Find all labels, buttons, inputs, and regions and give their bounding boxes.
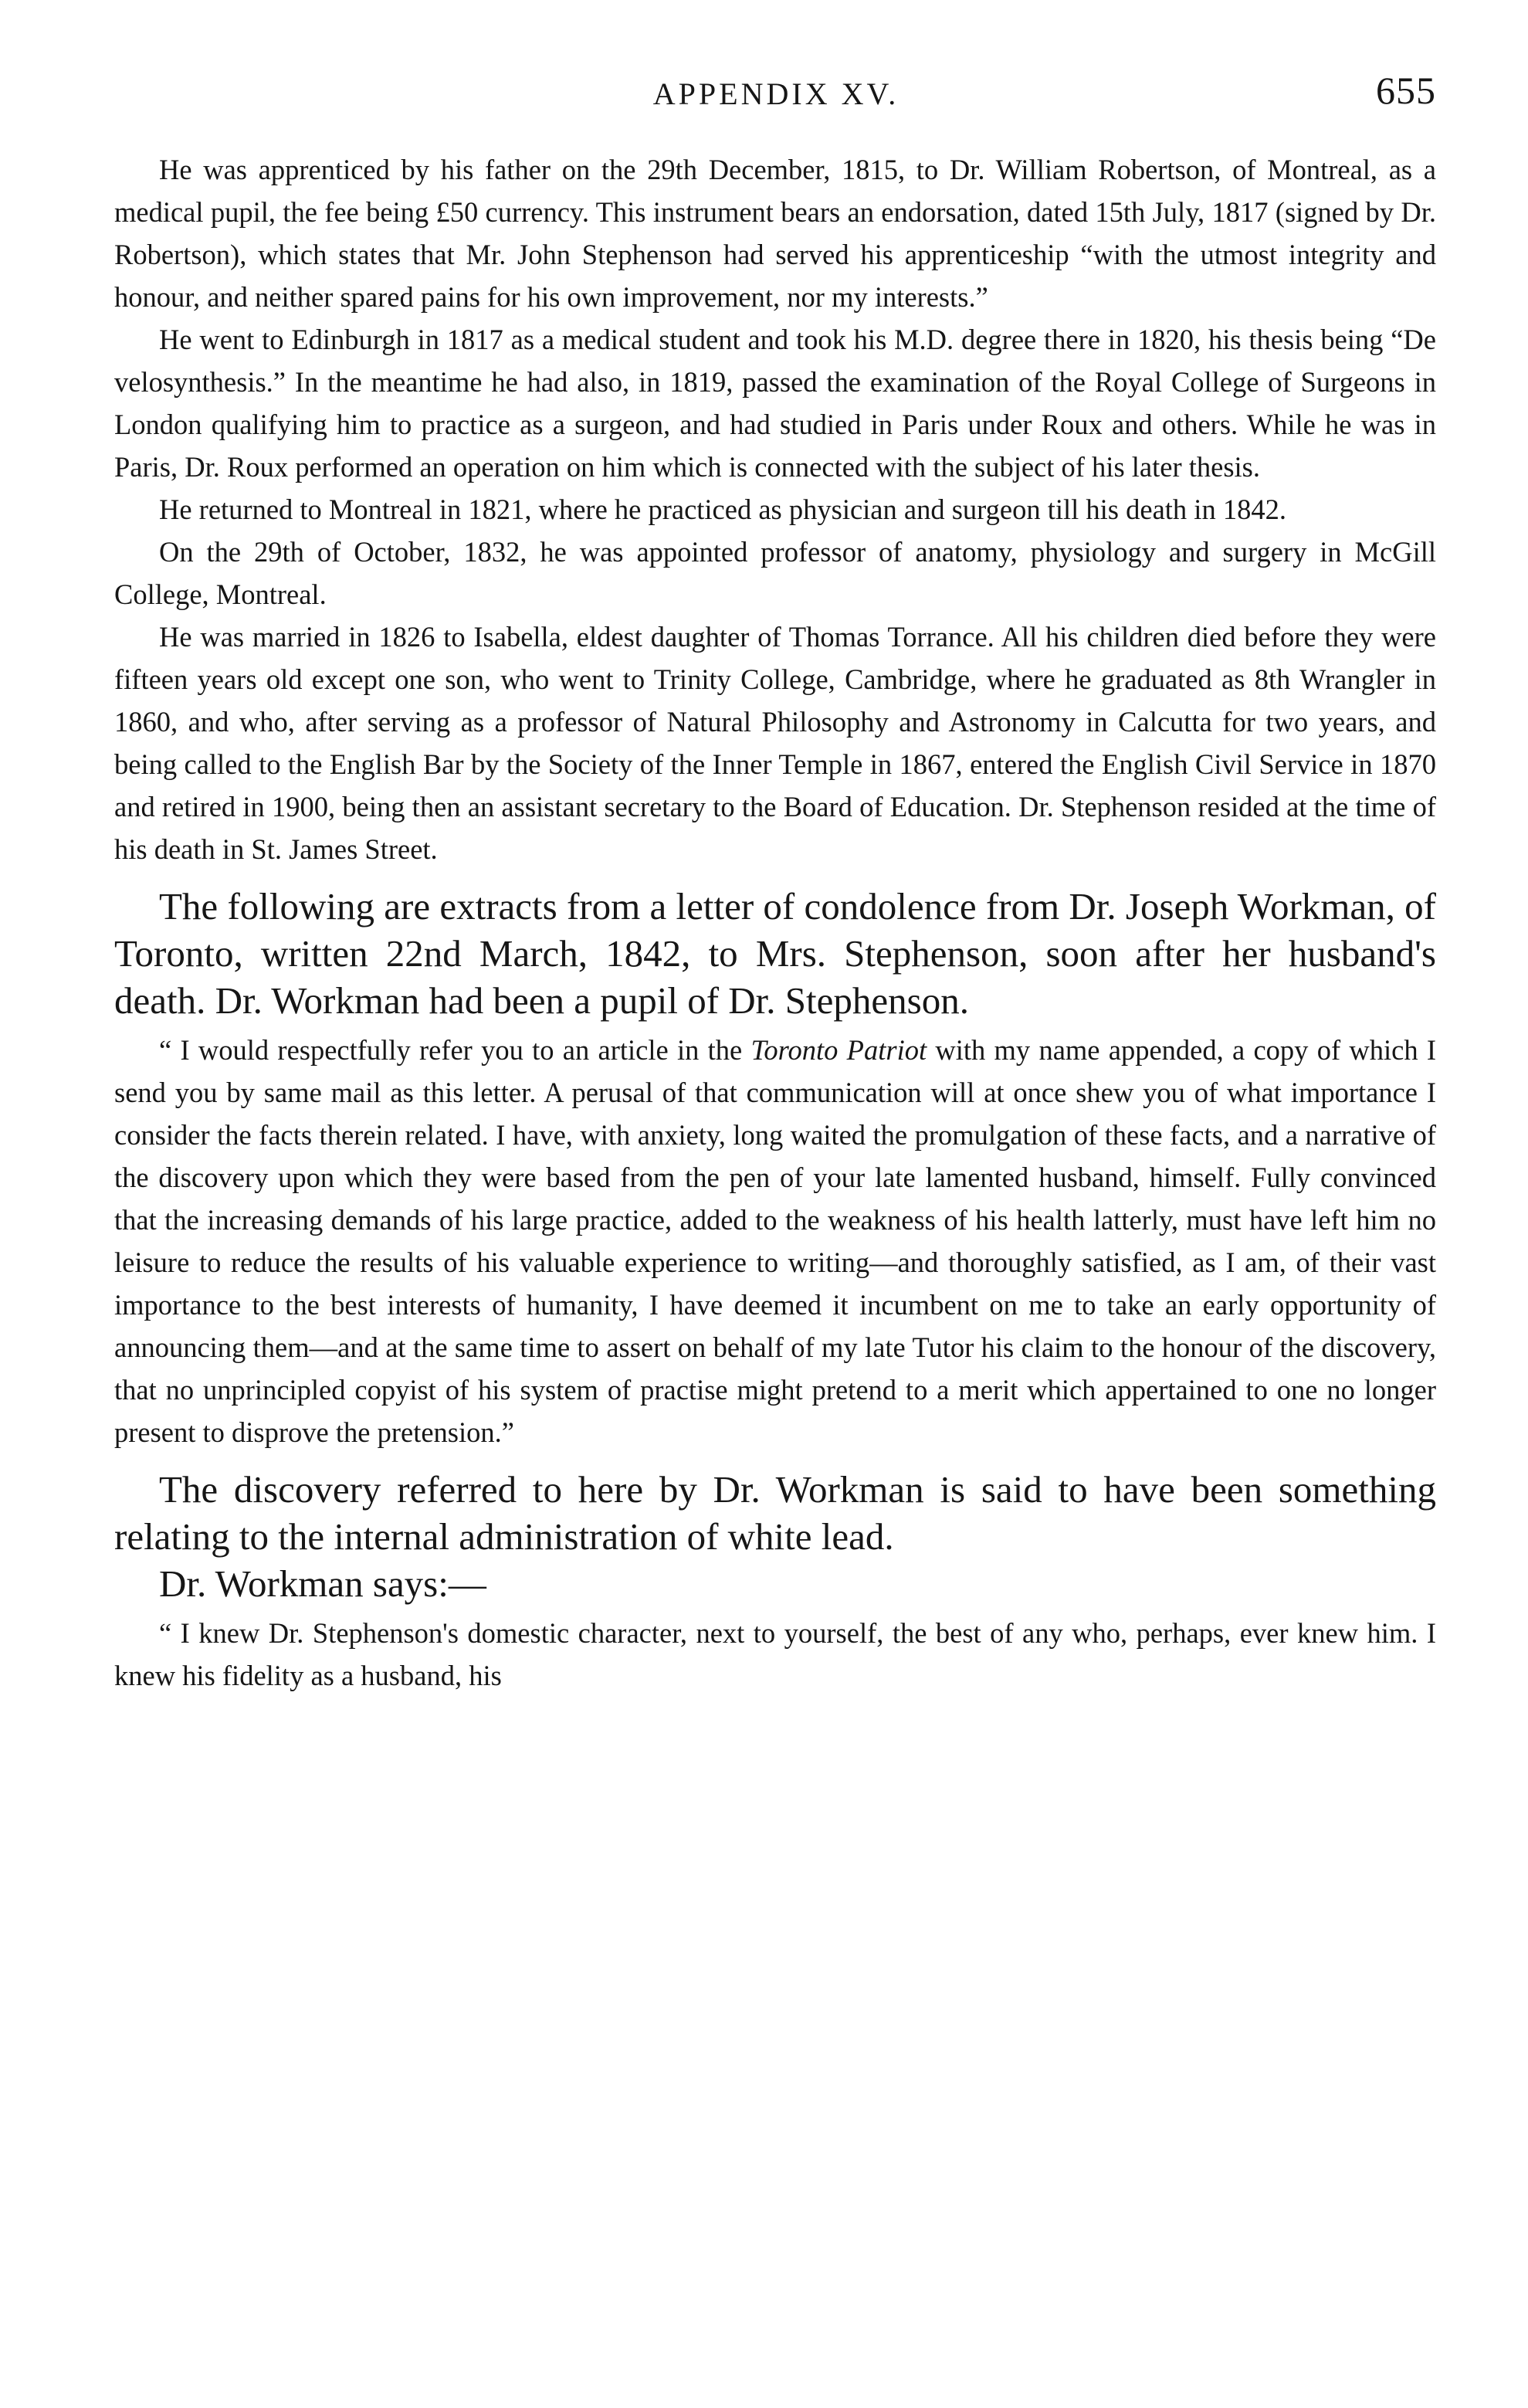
quote-text-start: “ I would respectfully refer you to an article in the [159, 1034, 751, 1066]
paragraph-edinburgh: He went to Edinburgh in 1817 as a medical student and took his M.D. degree there in 1820, his thesis being “De velosynthesis.” In the meantime he had also, in 1819, passed the examination of the Royal College of Surgeons in London qualifying him to practice as a surgeon, and had studied in Paris under Roux and others. While he was in Paris, Dr. Roux performed an operation on him which is connected with the subject of his later thesis. [114, 324, 1436, 483]
paragraph-workman-says: Dr. Workman says:— [159, 1562, 486, 1605]
page-number: 655 [1376, 69, 1436, 112]
paragraph-discovery: The discovery referred to here by Dr. Workman is said to have been something relating to the internal administration of white lead. [114, 1468, 1436, 1558]
paragraph-return-montreal: He returned to Montreal in 1821, where he practiced as physician and surgeon till his death in 1842. [159, 493, 1286, 525]
quote-text-end: with my name appended, a copy of which I send you by same mail as this letter. A perusal of that communication will at once shew you of what importance I consider the facts therein related. I have, with anxiety, long waited the promulgation of these facts, and a narrative of the discovery upon which they were based from the pen of your late lamented husband, himself. Fully convinced that the increasing demands of his large practice, added to the weakness of his health latterly, must have left him no leisure to reduce the results of his valuable experience to writing—and thoroughly satisfied, as I am, of their vast importance to the best interests of humanity, I have deemed it incumbent on me to take an early opportunity of announcing them—and at the same time to assert on behalf of my late Tutor his claim to the honour of the discovery, that no unprincipled copyist of his system of practise might pretend to a merit which appertained to one no longer present to disprove the pretension.” [114, 1034, 1436, 1448]
quote-domestic-character: “ I knew Dr. Stephenson's domestic character, next to yourself, the best of any who, perhaps, ever knew him. I knew his fidelity as a husband, his [114, 1617, 1436, 1691]
newspaper-title: Toronto Patriot [750, 1034, 927, 1066]
body-text [114, 148, 1436, 1697]
quote-workman-letter [114, 1029, 1436, 1453]
paragraph-professorship: On the 29th of October, 1832, he was appointed professor of anatomy, physiology and surgery in McGill College, Montreal. [114, 536, 1436, 610]
running-title: APPENDIX XV. [652, 76, 900, 111]
paragraph-letter-intro: The following are extracts from a letter of condolence from Dr. Joseph Workman, of Toronto, written 22nd March, 1842, to Mrs. Stephenson, soon after her husband's death. Dr. Workman had been a pupil of Dr. Stephenson. [114, 885, 1436, 1022]
paragraph-marriage: He was married in 1826 to Isabella, eldest daughter of Thomas Torrance. All his children died before they were fifteen years old except one son, who went to Trinity College, Cambridge, where he graduated as 8th Wrangler in 1860, and who, after serving as a professor of Natural Philosophy and Astronomy in Calcutta for two years, and being called to the English Bar by the Society of the Inner Temple in 1867, entered the English Civil Service in 1870 and retired in 1900, being then an assistant secretary to the Board of Education. Dr. Stephenson resided at the time of his death in St. James Street. [114, 621, 1436, 865]
running-header [116, 68, 1436, 117]
paragraph-apprenticeship: He was apprenticed by his father on the 29th December, 1815, to Dr. William Robertson, of Montreal, as a medical pupil, the fee being £50 currency. This instrument bears an endorsation, dated 15th July, 1817 (signed by Dr. Robertson), which states that Mr. John Stephenson had served his apprenticeship “with the utmost integrity and honour, and neither spared pains for his own improvement, nor my interests.” [114, 154, 1436, 313]
